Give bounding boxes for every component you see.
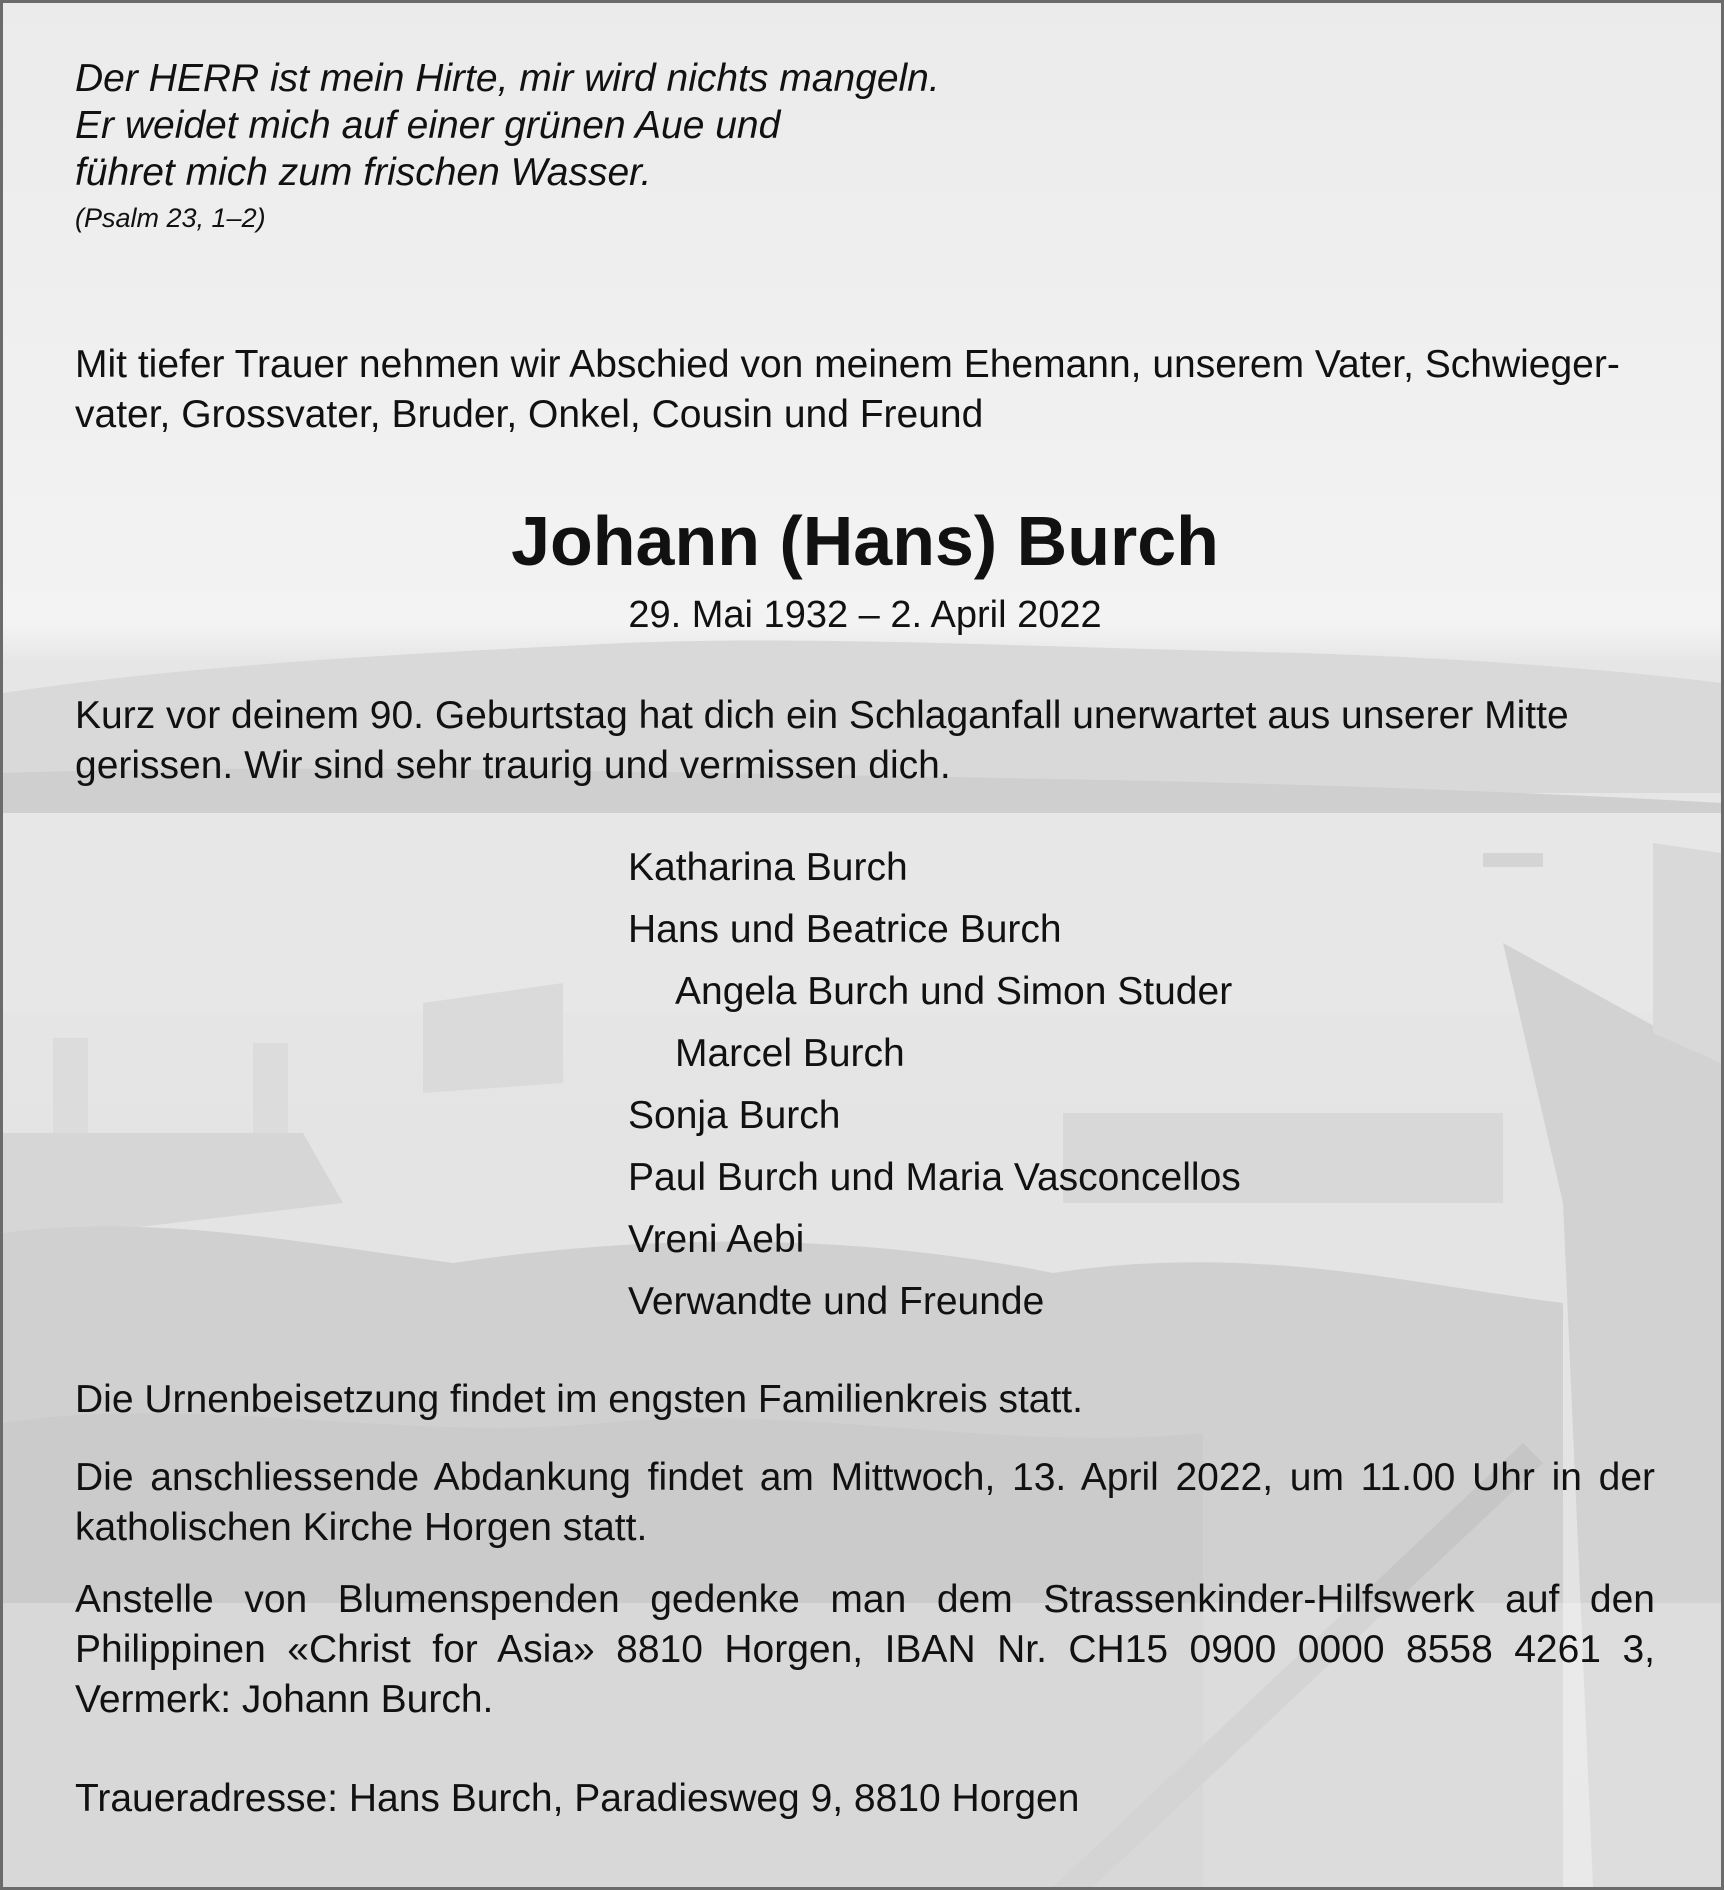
verse-line: Er weidet mich auf einer grünen Aue und xyxy=(75,104,781,147)
verse-line: führet mich zum frischen Wasser. xyxy=(75,151,652,194)
verse-line: Der HERR ist mein Hirte, mir wird nichts mangeln. xyxy=(75,57,940,100)
psalm-reference: (Psalm 23, 1–2) xyxy=(75,203,266,233)
mourner-name: Sonja Burch xyxy=(628,1094,841,1137)
burial-notice: Die Urnenbeisetzung findet im engsten Familienkreis statt. xyxy=(75,1378,1083,1421)
mourning-address: Traueradresse: Hans Burch, Paradiesweg 9, 8810 Horgen xyxy=(75,1777,1080,1820)
mourner-name: Paul Burch und Maria Vasconcellos xyxy=(628,1156,1241,1199)
service-notice: Die anschliessende Abdankung findet am Mittwoch, 13. April 2022, um 11.00 Uhr in der katholischen Kirche Horgen statt. xyxy=(75,1456,1655,1549)
mourner-name: Hans und Beatrice Burch xyxy=(628,908,1062,951)
mourner-name: Vreni Aebi xyxy=(628,1218,805,1261)
mourner-name: Katharina Burch xyxy=(628,846,908,889)
life-dates: 29. Mai 1932 – 2. April 2022 xyxy=(628,594,1102,636)
mourners-list xyxy=(628,837,1241,1333)
deceased-name: Johann (Hans) Burch xyxy=(511,502,1219,580)
farewell-intro: Mit tiefer Trauer nehmen wir Abschied von meinem Ehemann, unserem Vater, Schwieger-vater, Grossvater, Bruder, Onkel, Cousin und Freund xyxy=(75,343,1620,436)
family-message: Kurz vor deinem 90. Geburtstag hat dich ein Schlaganfall unerwartet aus unserer Mitte gerissen. Wir sind sehr traurig und vermissen dich. xyxy=(75,694,1569,787)
psalm-verse xyxy=(75,55,940,196)
mourner-name: Verwandte und Freunde xyxy=(628,1280,1045,1323)
donation-notice: Anstelle von Blumenspenden gedenke man dem Strassenkinder-Hilfswerk auf den Philippinen «Christ for Asia» 8810 Horgen, IBAN Nr. CH15 0900 0000 8558 4261 3, Vermerk: Johann Burch. xyxy=(75,1578,1655,1721)
mourner-name: Angela Burch und Simon Studer xyxy=(675,970,1233,1013)
mourner-name: Marcel Burch xyxy=(675,1032,905,1075)
